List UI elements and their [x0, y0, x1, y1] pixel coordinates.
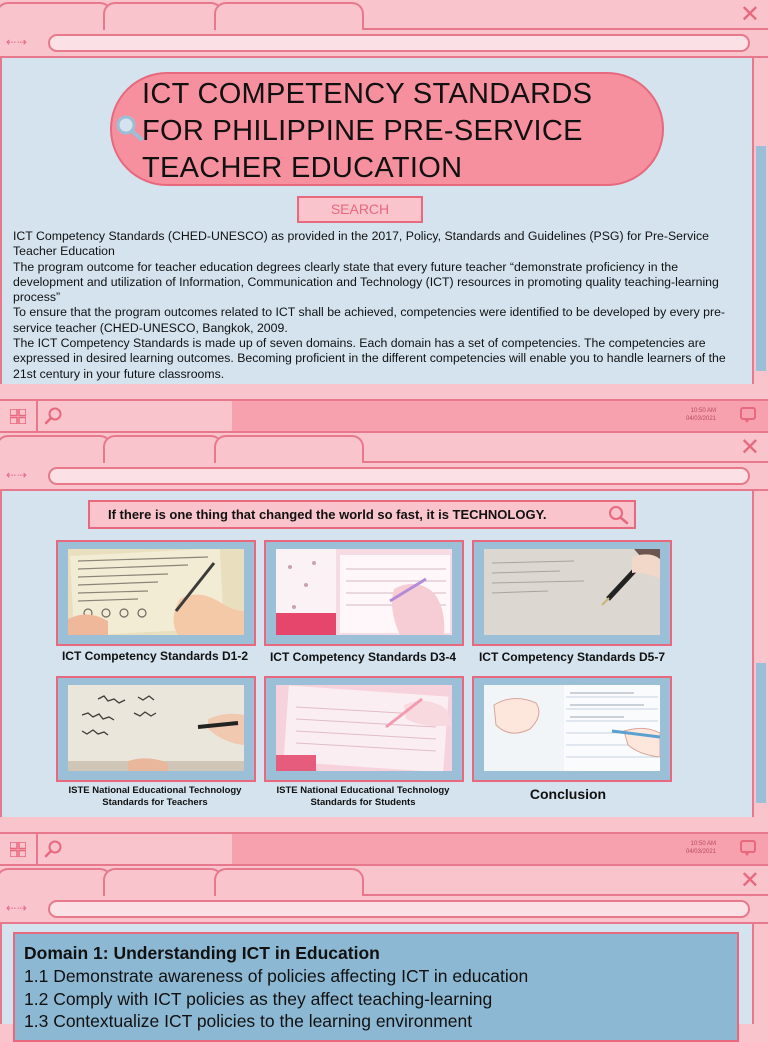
clock-time: 10:50 AM	[690, 841, 716, 847]
back-forward-icon[interactable]: ⇠⇢	[6, 35, 29, 49]
window2-address-bar[interactable]	[48, 467, 750, 485]
card-caption[interactable]: ICT Competency Standards D5-7	[478, 650, 666, 664]
card-caption[interactable]: ISTE National Educational Technology Standards for Teachers	[68, 785, 242, 808]
taskbar-clock	[686, 407, 716, 423]
taskbar-1	[0, 399, 768, 433]
window3-address-row	[0, 896, 768, 924]
window2-address-row	[0, 463, 768, 491]
domain-heading: Domain 1: Understanding ICT in Education	[24, 943, 380, 963]
intro-paragraph: The ICT Competency Standards is made up of seven domains. Each domain has a set of competencies. The competencies are expressed in desired learning outcomes. Becoming proficient in the different competencies will enable you to handle learners of the 21st century in your future classrooms.	[13, 336, 726, 381]
magnifier-icon	[114, 114, 144, 142]
clock-date: 04/03/2021	[685, 416, 716, 422]
domain-item: 1.3 Contextualize ICT policies to the learning environment	[24, 1011, 473, 1031]
taskbar-clock	[686, 840, 716, 856]
domain-item: 1.2 Comply with ICT policies as they affect teaching-learning	[24, 988, 493, 1009]
card-image-worksheet	[68, 549, 244, 635]
window2-scroll-thumb[interactable]	[756, 663, 766, 803]
window1-close-icon[interactable]: ✕	[739, 0, 760, 28]
window3-close-icon[interactable]: ✕	[739, 866, 760, 894]
back-forward-icon[interactable]: ⇠⇢	[6, 901, 29, 915]
card-d3-4[interactable]	[264, 540, 464, 646]
card-caption[interactable]: ICT Competency Standards D1-2	[61, 649, 249, 663]
window1-address-row	[0, 30, 768, 58]
card-d5-7[interactable]	[472, 540, 672, 646]
card-image-notebook	[276, 549, 452, 635]
intro-text	[13, 229, 743, 382]
window3-tab-3[interactable]	[214, 868, 364, 896]
intro-paragraph: To ensure that the program outcomes related to ICT shall be achieved, competencies were identified to be developed by every pre-service teacher (CHED-UNESCO, Bangkok, 2009.	[13, 305, 726, 335]
clock-time: 10:50 AM	[690, 408, 716, 414]
card-iste-students[interactable]	[264, 676, 464, 782]
window2-tab-bar	[0, 433, 768, 463]
card-image-fountain-pen	[484, 549, 660, 635]
taskbar-2	[0, 832, 768, 866]
window1-address-bar[interactable]	[48, 34, 750, 52]
back-forward-icon[interactable]: ⇠⇢	[6, 468, 29, 482]
chat-icon[interactable]	[740, 407, 756, 420]
card-iste-teachers[interactable]	[56, 676, 256, 782]
card-caption[interactable]: Conclusion	[529, 786, 607, 802]
window3-tab-2[interactable]	[103, 868, 223, 896]
intro-paragraph: ICT Competency Standards (CHED-UNESCO) as provided in the 2017, Policy, Standards and Guidelines (PSG) for Pre-Service Teacher Education	[13, 229, 709, 259]
window3-tab-bar	[0, 866, 768, 896]
page-title: ICT COMPETENCY STANDARDS FOR PHILIPPINE PRE-SERVICE TEACHER EDUCATION	[142, 78, 593, 184]
windows-icon	[10, 842, 26, 857]
clock-date: 04/03/2021	[685, 849, 716, 855]
domain-item: 1.1 Demonstrate awareness of policies affecting ICT in education	[24, 966, 529, 986]
window1-tab-bar	[0, 0, 768, 30]
window3-tab-1[interactable]	[0, 868, 112, 896]
quote-text: If there is one thing that changed the world so fast, it is TECHNOLOGY.	[108, 507, 547, 522]
card-image-handwriting	[68, 685, 244, 771]
window2-tab-3[interactable]	[214, 435, 364, 463]
chat-icon[interactable]	[740, 840, 756, 853]
window1-scrollbar[interactable]	[752, 58, 768, 384]
search-button[interactable]: SEARCH	[297, 196, 423, 223]
card-caption[interactable]: ICT Competency Standards D3-4	[269, 650, 457, 664]
start-button[interactable]	[0, 401, 38, 431]
card-d1-2[interactable]	[56, 540, 256, 646]
windows-icon	[10, 409, 26, 424]
window2-close-icon[interactable]: ✕	[739, 433, 760, 461]
window1-tab-3[interactable]	[214, 2, 364, 30]
window2-tab-1[interactable]	[0, 435, 112, 463]
card-image-notes	[484, 685, 660, 771]
domain-box	[13, 932, 739, 1042]
window1-tab-1[interactable]	[0, 2, 112, 30]
window3-scrollbar[interactable]	[752, 924, 768, 1024]
window2-scrollbar[interactable]	[752, 491, 768, 817]
intro-paragraph: The program outcome for teacher education degrees clearly state that every future teacher “demonstrate proficiency in the development and utilization of Information, Communication and Technology (ICT) resources in promoting quality teaching-learning process”	[13, 259, 719, 305]
card-image-pink-writing	[276, 685, 452, 771]
window2-tab-2[interactable]	[103, 435, 223, 463]
quote-box	[88, 500, 636, 529]
card-conclusion[interactable]	[472, 676, 672, 782]
card-caption[interactable]: ISTE National Educational Technology Standards for Students	[276, 785, 450, 808]
quote-search-icon[interactable]	[608, 505, 630, 525]
start-button[interactable]	[0, 834, 38, 864]
window1-tab-2[interactable]	[103, 2, 223, 30]
taskbar-search-icon[interactable]	[44, 407, 64, 425]
window3-address-bar[interactable]	[48, 900, 750, 918]
window1-scroll-thumb[interactable]	[756, 146, 766, 371]
taskbar-search-icon[interactable]	[44, 840, 64, 858]
